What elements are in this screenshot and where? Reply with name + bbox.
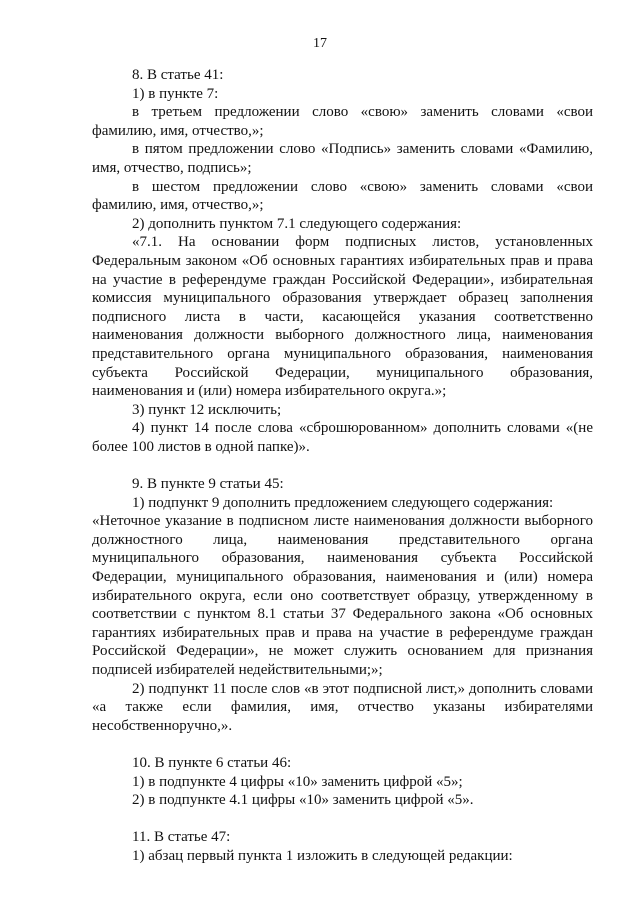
paragraph: в третьем предложении слово «свою» заменить словами «свои фамилию, имя, отчество,»; (92, 104, 593, 139)
section-heading-10: 10. В пункте 6 статьи 46: (132, 754, 292, 771)
paragraph: в шестом предложении слово «свою» заменить словами «свои фамилию, имя, отчество,»; (92, 178, 593, 214)
paragraph: 1) в пункте 7: (132, 85, 219, 102)
paragraph: 3) пункт 12 исключить; (132, 401, 282, 418)
paragraph: 1) в подпункте 4 цифры «10» заменить цифрой «5»; (132, 773, 463, 790)
paragraph: 2) дополнить пунктом 7.1 следующего содержания: (132, 215, 462, 232)
section-heading-9: 9. В пункте 9 статьи 45: (132, 476, 284, 493)
quoted-clause-7-1: «7.1. На основании форм подписных листов, установленных Федеральным законом «Об основных гарантиях избирательных прав и права на участие в референдуме граждан Российской Федерации», избирательная комиссия муниципального образования утверждает образец заполнения подписного листа в части, касающейся указания соответственно наименования должности выборного должностного лица, наименования представительного органа муниципального образования, наименования субъекта Российской Федерации, муниципального образования, наименования и (или) номера избирательного округа.»; (92, 234, 593, 400)
paragraph: 4) пункт 14 после слова «сброшюрованном» дополнить словами «(не более 100 листов в одной папке)». (92, 420, 593, 455)
paragraph: 1) подпункт 9 дополнить предложением следующего содержания: (132, 494, 554, 511)
paragraph: в пятом предложении слово «Подпись» заменить словами «Фамилию, имя, отчество, подпись»; (92, 141, 593, 176)
paragraph: 1) абзац первый пункта 1 изложить в следующей редакции: (132, 847, 513, 864)
section-heading-8: 8. В статье 41: (132, 67, 224, 83)
quoted-clause: «Неточное указание в подписном листе наименования должности выборного должностного лица, наименования представительного органа муниципального образования, наименования субъекта Российской Федерации, муниципального образования, наименования и (или) номера избирательного округа, если оно соответствует образцу, утвержденному в соответствии с пунктом 8.1 статьи 37 Федерального закона «Об основных гарантиях избирательных прав и права на участие в референдуме граждан Российской Федерации», не может служить основанием для признания подписей избирателей недействительными;»; (92, 513, 593, 678)
section-heading-11: 11. В статье 47: (132, 829, 231, 846)
page-number: 17 (313, 36, 327, 51)
paragraph: 2) в подпункте 4.1 цифры «10» заменить цифрой «5». (132, 792, 474, 809)
document-body (92, 66, 593, 866)
paragraph: 2) подпункт 11 после слов «в этот подписной лист,» дополнить словами «а также если фамилия, имя, отчество указаны избирателями несобственноручно,». (92, 680, 593, 734)
